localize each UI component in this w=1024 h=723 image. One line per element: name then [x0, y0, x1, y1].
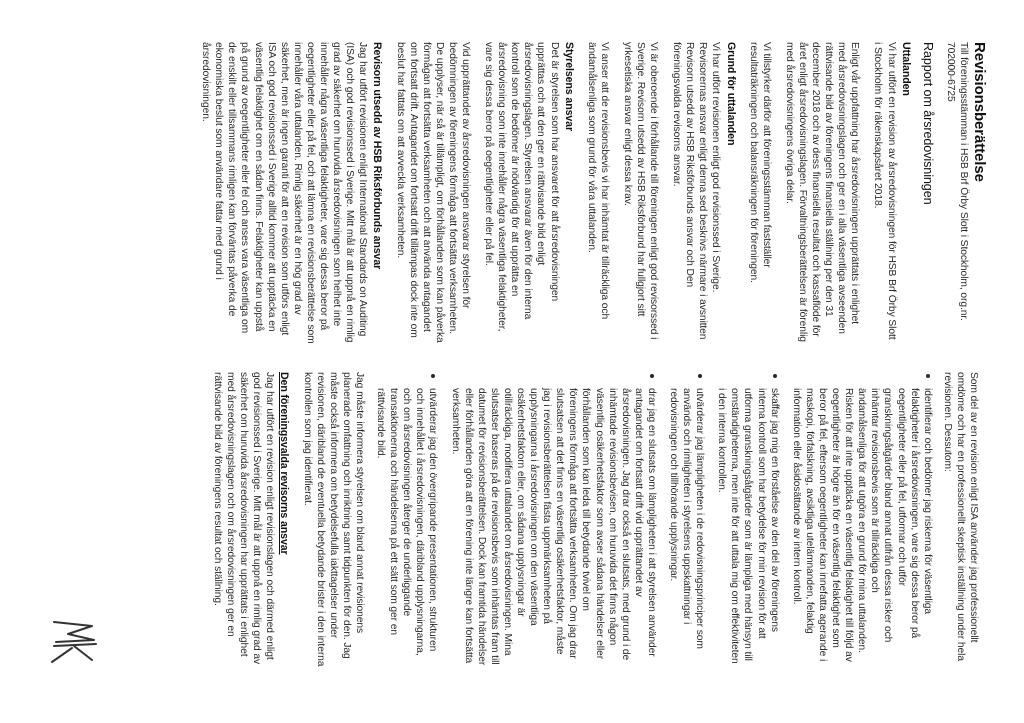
list-item: • utvärderar jag den övergripande presentationen, strukturen och innehållet i årsredovisningen, däribland upplysningarna, och om årsredovisningen återger de underliggande transaktionerna och händelserna på ett sätt som ger en rättvisande bild. [374, 388, 440, 688]
paragraph: Vi anser att de revisionsbevis vi har inhämtat är tillräckliga och ändamålsenliga som grund för våra uttalanden. [585, 42, 610, 320]
signature-initials [48, 618, 104, 664]
list-item: • drar jag en slutsats om lämpligheten i att styrelsen använder antagandet om fortsatt drift vid upprättandet av årsredovisningen. Jag drar också en slutsats, med grund i de inhämtade revisionsbevisen, om huruvida det finns någon väsentlig osäkerhetsfaktor som avser sådana händelser eller förhållanden som kan leda till betydande tvivel om föreningens förmåga att fortsätta verksamheten. Om jag drar slutsatsen att det finns en väsentlig osäkerhetsfaktor, måste jag i revisionsberättelsen fästa uppmärksamheten på upplysningarna i årsredovisningen om den väsentliga osäkerhetsfaktorn eller, om sådana upplysningar är otillräckliga, modifiera uttalandet om årsredovisningen. Mina slutsatser baseras på de revisionsbevis som inhämtas fram till datumet för revisionsberättelsen. Dock kan framtida händelser eller förhållanden göra att en förening inte längre kan fortsätta verksamheten. [448, 388, 659, 688]
section-heading: Grund för uttalanden [724, 42, 737, 146]
left-column [189, 42, 986, 360]
section-styrelsens-ansvar [393, 42, 574, 360]
paragraph: Jag har utfört revisionen enligt International Standards on Auditing (ISA) och god revisionssed i Sverige. Mitt mål är att uppnå en rimlig grad av säkerhet om huruvida årsredovisningen som helhet inte innehåller några väsentliga felaktigheter, vare sig dessa beror på oegentligheter eller på fel, och att lämna en revisionsberättelse som innehåller våra uttalanden. Rimlig säkerhet är en hög grad av säkerhet, men är ingen garanti för att en revision som utförs enligt ISA och god revisionssed i Sverige alltid kommer att upptäcka en väsentlig felaktighet om en sådan finns. Felaktigheter kan uppstå på grund av oegentligheter eller fel och anses vara väsentliga om de enskilt eller tillsammans rimligen kan förväntas påverka de ekonomiska beslut som användare fattar med grund i årsredovisningen. [200, 42, 369, 344]
section-heading: Revisorn utsedd av HSB Riksförbunds ansvar [371, 42, 384, 270]
section-heading-foreningsvald: Den föreningsvalda revisorns ansvar [278, 372, 291, 555]
paragraph: Jag har utfört en revision enligt revisionslagen och därmed enligt god revisionssed i Sverige. Mitt mål är att uppnå en rimlig grad av säkerhet om huruvida årsredovisningen har upprättats i enlighet med årsredovisningslagen och om årsredovisningen ger en rättvisande bild av föreningens resultat och ställning. [212, 372, 276, 665]
section-heading: Uttalanden [899, 42, 912, 96]
isa-intro-paragraph: Som del av en revision enligt ISA använder jag professionellt omdöme och har en professionellt skeptisk inställning under hela revisionen. Dessutom: [941, 372, 979, 661]
section-heading: Styrelsens ansvar [562, 42, 575, 131]
paragraph: Vi är oberoende i förhållande till föreningen enligt god revisorssed i Sverige. Revisorn utsedd av HSB Riksförbund har fullgjort sitt yrkesetiska ansvar enligt dessa krav. [621, 42, 660, 340]
paragraph: Vi tillstyrker därför att föreningsstämman fastställer resultaträkningen och balansräkningen för föreningen. [747, 42, 772, 283]
org-number: 702000-6725 [944, 42, 956, 102]
right-column [201, 372, 980, 688]
paragraph: Vi har utfört revisionen enligt god revisionssed i Sverige. Revisorernas ansvar enligt denna sed beskrivs närmare i avsnitten Revisorn utsedd av HSB Riksförbunds ansvar och Den föreningsvalda revisorns ansvar. [671, 42, 722, 340]
main-heading: Rapport om årsredovisningen [920, 42, 935, 205]
section-revisorn-utsedd-ansvar [199, 42, 383, 360]
list-item: • identifierar och bedömer jag riskerna för väsentliga felaktigheter i årsredovisningen, vare sig dessa beror på oegentligheter eller på fel, utformar och utför granskningsåtgärder bland annat utifrån dessa risker och inhämtar revisionsbevis som är tillräckliga och ändamålsenliga för att utgöra en grund för mina uttalanden. Risken för att inte upptäcka en väsentlig felaktighet till följd av oegentligheter är högre än för en väsentlig felaktighet som beror på fel, eftersom oegentligheter kan innefatta agerande i maskopi, förfalskning, avsiktliga utelämnanden, felaktig information eller åsidosättande av intern kontroll. [790, 388, 935, 688]
inform-board-paragraph: Jag måste informera styrelsen om bland annat revisionens planerade omfattning och inriktning samt tidpunkten för den. Jag måste också informera om betydelsefulla iakttagelser under revisionen, däribland de eventuella betydande brister i den interna kontrollen som jag identifierat. [301, 372, 365, 667]
section-grund-for-uttalanden [585, 42, 737, 360]
recipient-line: Till föreningsstämman i HSB Brf Örby Slott i Stockholm, org.nr. [957, 42, 969, 321]
paragraph: Vid upprättandet av årsredovisningen ansvarar styrelsen för bedömningen av föreningens förmåga att fortsätta verksamheten. De upplyser, när så är tillämpligt, om förhållanden som kan påverka förmågan att fortsätta verksamheten och att använda antagandet om fortsatt drift. Antagandet om fortsatt drift tillämpas dock inte om beslut har fattats om att avveckla verksamheten. [394, 42, 471, 343]
list-item: • utvärderar jag lämpligheten i de redovisningsprinciper som används och rimligheten i styrelsens uppskattningar i redovisningen och tillhörande upplysningar. [667, 388, 707, 688]
list-item: • skaffar jag mig en förståelse av den del av föreningens interna kontroll som har betydelse för min revision för att utforma granskningsåtgärder som är lämpliga med hänsyn till omständigheterna, men inte för att uttala mig om effektiviteten i den interna kontrollen. [715, 388, 781, 688]
responsibility-list [374, 372, 935, 688]
document-title: Revisionsberättelse [971, 42, 988, 182]
paragraph: Det är styrelsen som har ansvaret för att årsredovisningen upprättas och att den ger en rättvisande bild enligt årsredovisningslagen. Styrelsen ansvarar även för den interna kontroll som de bedömer är nödvändig för att upprätta en årsredovisning som inte innehåller några väsentliga felaktigheter, vare sig dessa beror på oegentligheter eller på fel. [483, 42, 560, 332]
paragraph: Enligt vår uppfattning har årsredovisningen upprättats i enlighet med årsredovisningslagen och ger en i alla väsentliga avseenden rättvisande bild av föreningens finansiella ställning per den 31 december 2018 och av dess finansiella resultat och kassaflöde för året enligt årsredovisningslagen. Förvaltningsberättelsen är förenlig med årsredovisningens övriga delar. [783, 42, 861, 342]
section-uttalanden [747, 42, 912, 360]
paragraph: Vi har utfört en revision av årsredovisningen för HSB Brf Örby Slott i Stockholm för räkenskapsåret 2018. [872, 42, 897, 340]
